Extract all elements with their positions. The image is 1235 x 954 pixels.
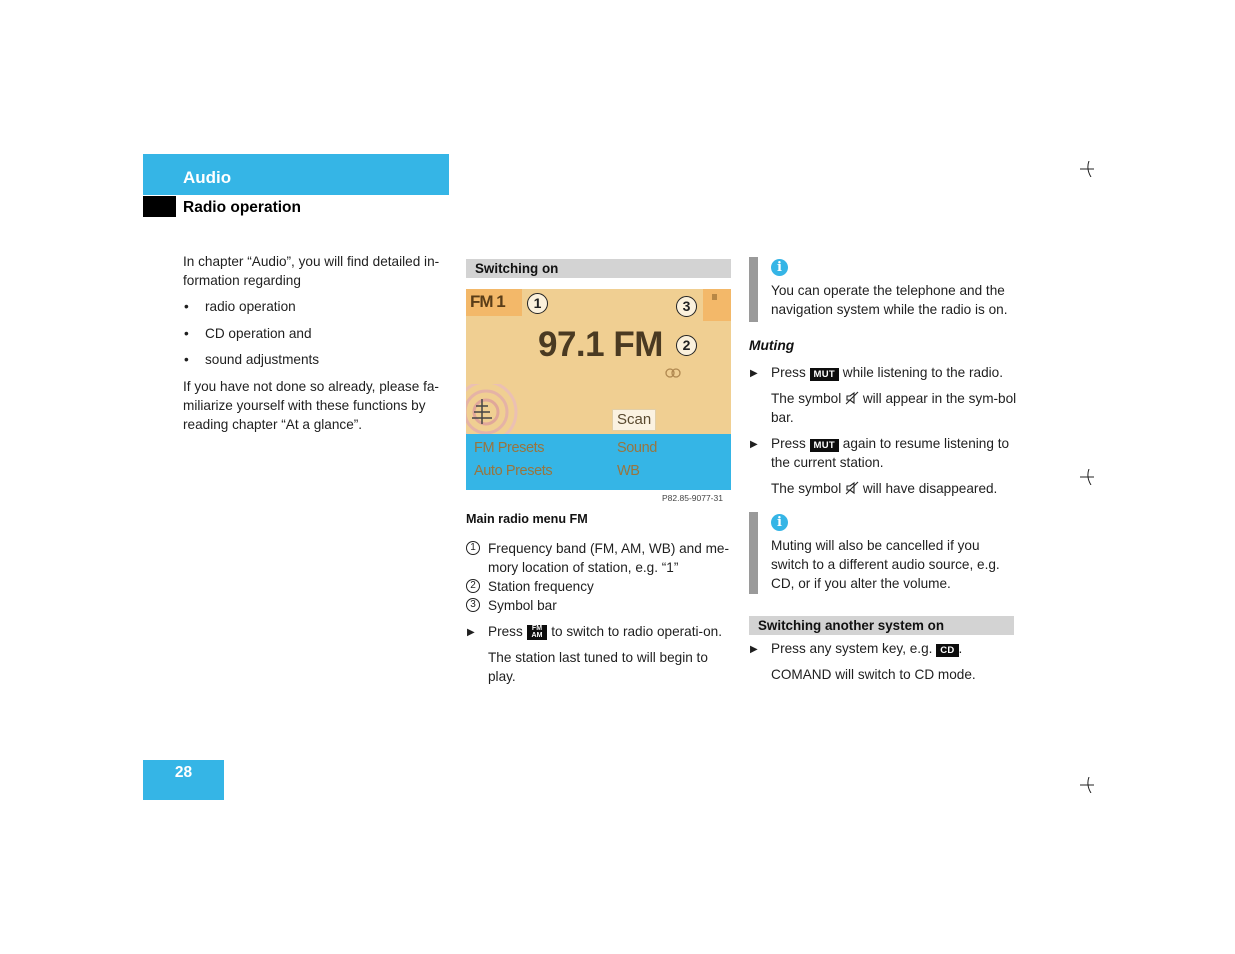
- image-reference-code: P82.85-9077-31: [662, 493, 723, 503]
- legend-number: 1: [466, 541, 480, 555]
- intro-paragraph-2: If you have not done so already, please fa-miliarize yourself with these functions by reading chapter “At a glance”.: [183, 379, 439, 432]
- step-text: Press: [771, 436, 806, 451]
- info-text: Muting will also be cancelled if you switch to a different audio source, e.g. CD, or if you alter the volume.: [771, 538, 1000, 591]
- legend-text: Symbol bar: [488, 598, 557, 613]
- step-result: COMAND will switch to CD mode.: [771, 667, 976, 682]
- bullet-item: • CD operation and: [183, 324, 451, 343]
- legend-item: [466, 577, 736, 596]
- mute-speaker-icon: [845, 391, 859, 405]
- radio-screen-image: [466, 289, 731, 490]
- instruction-step: [749, 363, 1021, 382]
- fm-am-key: [527, 625, 548, 640]
- menu-auto-presets: Auto Presets: [474, 463, 553, 479]
- mut-key: MUT: [810, 368, 839, 381]
- radio-menu-bar: [466, 434, 731, 490]
- legend-number: 3: [466, 598, 480, 612]
- intro-paragraph: In chapter “Audio”, you will find detailed in-formation regarding: [183, 254, 440, 288]
- chapter-title: Audio: [183, 168, 232, 187]
- menu-wb: WB: [617, 463, 640, 479]
- stereo-icon: [664, 368, 682, 378]
- figure-caption: Main radio menu FM: [466, 512, 588, 526]
- band-label: FM 1: [466, 289, 522, 316]
- chapter-header-bar: [143, 154, 449, 195]
- info-icon: i: [771, 259, 788, 276]
- result-text: The symbol: [771, 391, 842, 406]
- step-result: The station last tuned to will begin to play.: [488, 650, 708, 684]
- info-bar: [749, 257, 758, 322]
- section-marker: [143, 196, 176, 217]
- instruction-step: [749, 639, 1021, 658]
- legend-item: [466, 596, 736, 615]
- key-label-top: FM: [531, 624, 543, 632]
- frequency-display: 97.1 FM: [538, 325, 663, 364]
- scan-button: Scan: [612, 409, 656, 431]
- result-text: The symbol: [771, 481, 842, 496]
- intro-column: [183, 252, 451, 441]
- step-text: Press: [488, 624, 523, 639]
- switching-on-heading: Switching on: [466, 259, 731, 278]
- symbol-bar: [703, 289, 731, 321]
- callout-1: 1: [527, 293, 548, 314]
- another-system-section: [749, 639, 1021, 684]
- info-box-2: [749, 512, 1019, 593]
- step-text: to switch to radio operati-on.: [551, 624, 722, 639]
- antenna-icon: [466, 384, 526, 439]
- cd-key: CD: [936, 644, 958, 657]
- crop-mark-icon: [1080, 469, 1094, 485]
- page-number: 28: [143, 760, 224, 800]
- step-result: [749, 479, 1021, 498]
- menu-fm-presets: FM Presets: [474, 440, 545, 456]
- crop-mark-icon: [1080, 161, 1094, 177]
- legend-text: Frequency band (FM, AM, WB) and me-mory location of station, e.g. “1”: [488, 541, 729, 575]
- muting-heading: Muting: [749, 338, 795, 353]
- mut-key: MUT: [810, 439, 839, 452]
- instruction-step: [466, 622, 736, 641]
- key-label-bottom: AM: [531, 632, 543, 639]
- callout-2: 2: [676, 335, 697, 356]
- another-system-heading: Switching another system on: [749, 616, 1014, 635]
- section-title: Radio operation: [183, 199, 301, 216]
- crop-mark-icon: [1080, 777, 1094, 793]
- step-text: while listening to the radio.: [842, 365, 1003, 380]
- signal-icon: [712, 294, 717, 300]
- legend-text: Station frequency: [488, 579, 594, 594]
- result-text: will appear in the sym-bol bar.: [771, 391, 1017, 425]
- bullet-item: • radio operation: [183, 297, 451, 316]
- step-text: Press: [771, 365, 806, 380]
- result-text: will have disappeared.: [862, 481, 998, 496]
- muting-section: [749, 336, 1021, 498]
- callout-3: 3: [676, 296, 697, 317]
- info-icon: i: [771, 514, 788, 531]
- info-box-1: [749, 257, 1019, 319]
- switching-on-column: [466, 539, 736, 686]
- info-text: You can operate the telephone and the navigation system while the radio is on.: [771, 283, 1008, 317]
- legend-item: [466, 539, 736, 577]
- info-bar: [749, 512, 758, 594]
- instruction-step: [749, 434, 1021, 472]
- step-text: again to resume listening to the current station.: [771, 436, 1010, 470]
- intro-bullet-list: [183, 297, 451, 369]
- step-text: .: [958, 641, 963, 656]
- mute-speaker-icon: [845, 481, 859, 495]
- bullet-item: • sound adjustments: [183, 350, 451, 369]
- step-result: [749, 389, 1021, 427]
- menu-sound: Sound: [617, 440, 657, 456]
- step-text: Press any system key, e.g.: [771, 641, 933, 656]
- legend-number: 2: [466, 579, 480, 593]
